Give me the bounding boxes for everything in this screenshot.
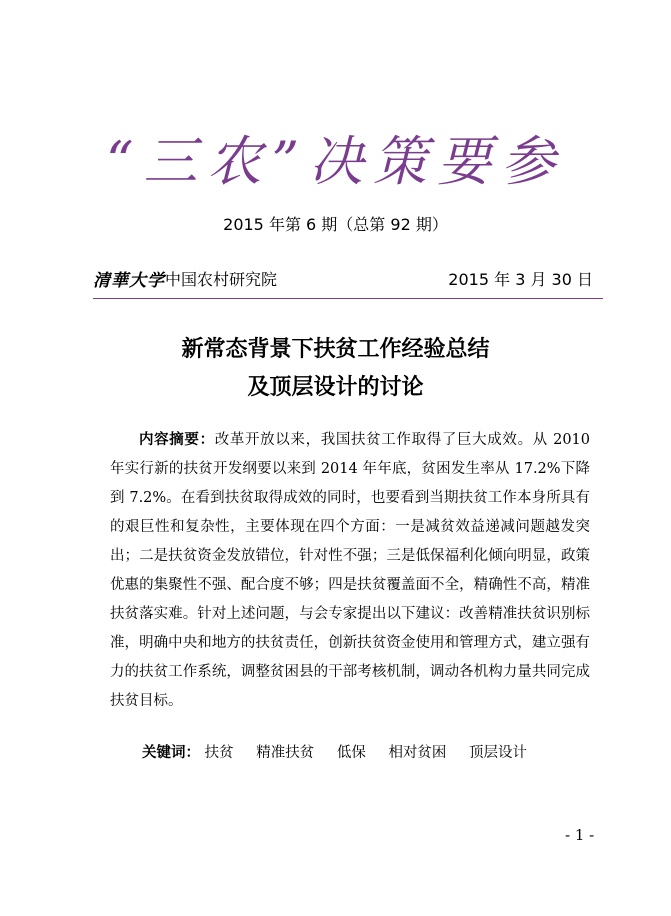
keyword: 顶层设计 bbox=[469, 745, 528, 761]
title-line-2: 及顶层设计的讨论 bbox=[247, 374, 424, 400]
title-line-1: 新常态背景下扶贫工作经验总结 bbox=[181, 336, 490, 362]
keyword: 扶贫 bbox=[204, 745, 234, 761]
masthead-title: “三农”决策要参 bbox=[105, 130, 566, 193]
keywords-label: 关键词： bbox=[142, 744, 200, 761]
institute-name: 中国农村研究院 bbox=[165, 270, 278, 289]
article-title bbox=[0, 330, 671, 406]
tsinghua-logo: 清華大学 bbox=[93, 271, 165, 291]
header-divider bbox=[93, 298, 603, 299]
header-row bbox=[93, 266, 603, 294]
keyword: 精准扶贫 bbox=[256, 745, 315, 761]
page-number: - 1 - bbox=[565, 826, 595, 844]
keyword: 低保 bbox=[336, 745, 366, 761]
keyword: 相对贫困 bbox=[388, 745, 447, 761]
keywords bbox=[142, 741, 545, 762]
abstract-label: 内容摘要： bbox=[139, 431, 215, 448]
issue-number: 2015 年第 6 期（总第 92 期） bbox=[223, 215, 448, 234]
abstract bbox=[110, 425, 590, 716]
abstract-text: 改革开放以来，我国扶贫工作取得了巨大成效。从 2010 年实行新的扶贫开发纲要以来到 2014 年年底，贫困发生率从 17.2%下降到 7.2%。在看到扶贫取得成效的同时，也要看到当期扶贫工作本身所具有的艰巨性和复杂性，主要体现在四个方面：一是减贫效益递减问题越发突出；二是扶贫资金发放错位，针对性不强；三是低保福利化倾向明显，政策优惠的集聚性不强、配合度不够；四是扶贫覆盖面不全，精确性不高，精准扶贫落实难。针对上述问题，与会专家提出以下建议：改善精准扶贫识别标准，明确中央和地方的扶贫责任，创新扶贫资金使用和管理方式，建立强有力的扶贫工作系统，调整贫困县的干部考核机制，调动各机构力量共同完成扶贫目标。 bbox=[110, 432, 591, 709]
publication-date: 2015 年 3 月 30 日 bbox=[448, 270, 593, 289]
